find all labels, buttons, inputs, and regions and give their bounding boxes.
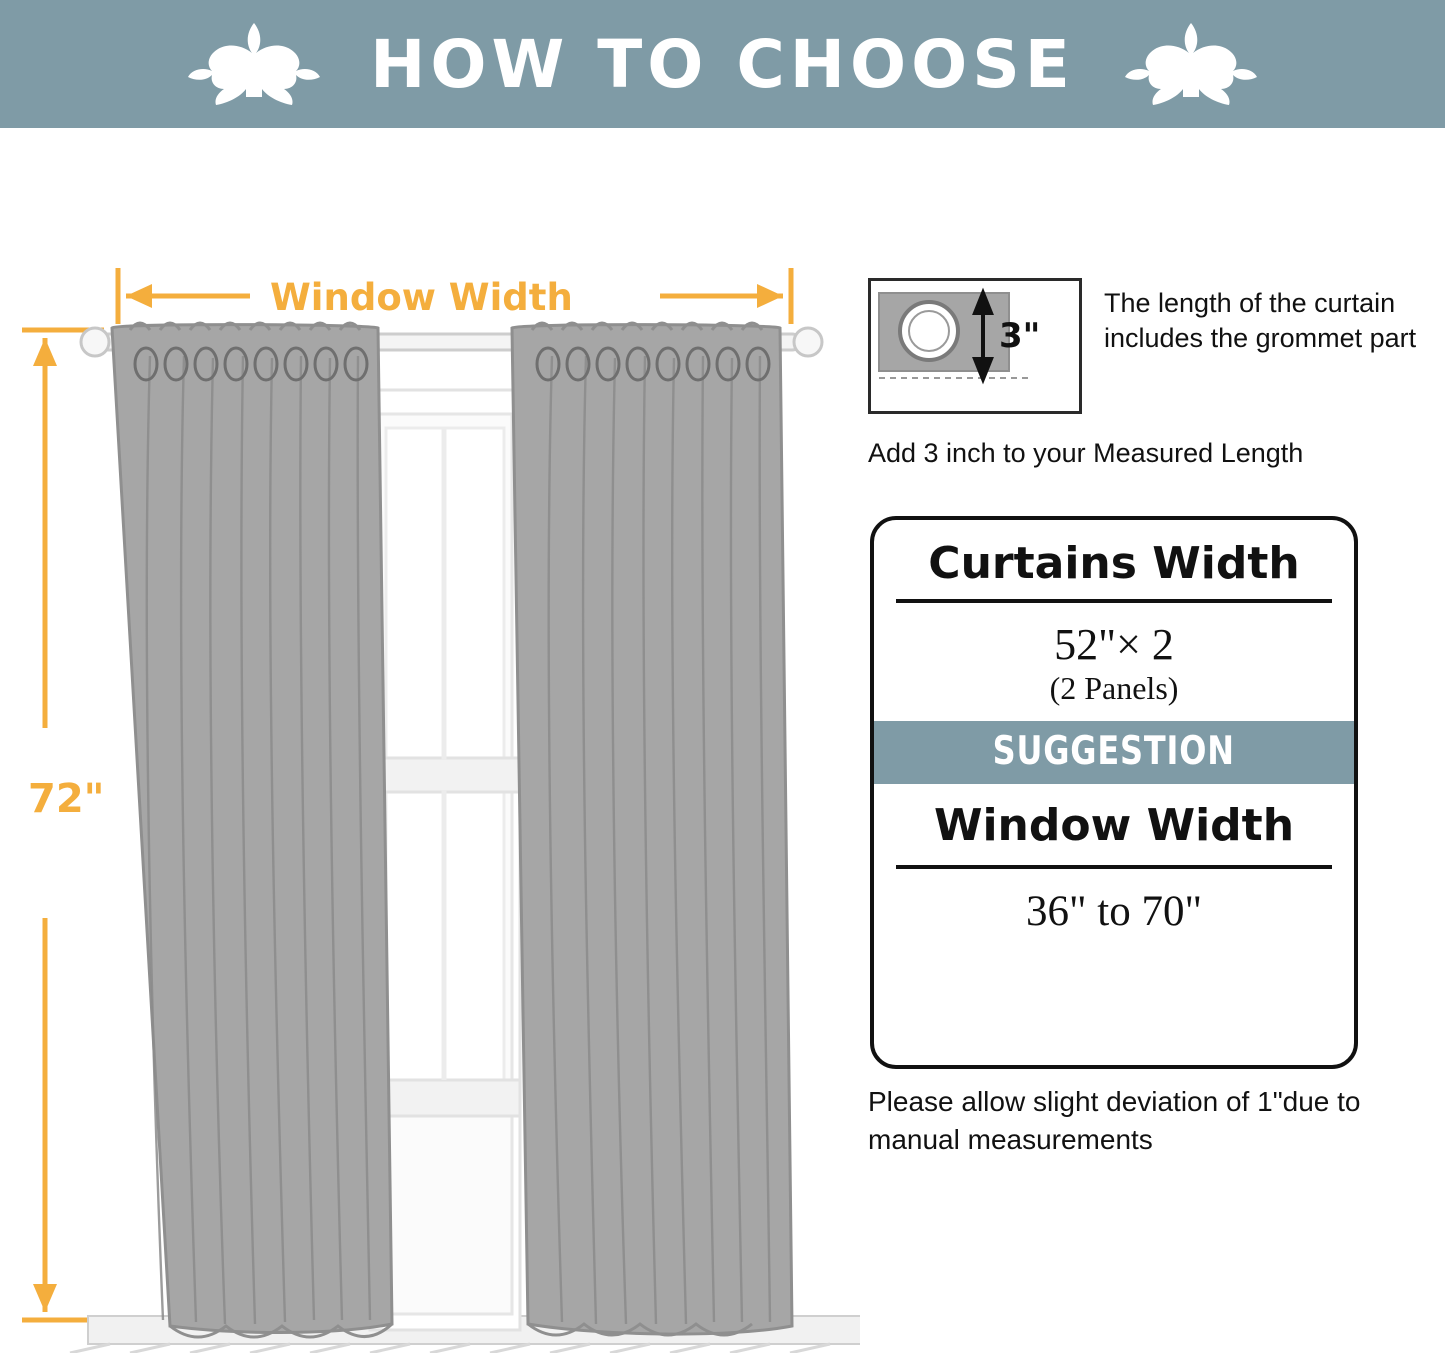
suggestion-label: SUGGESTION: [992, 729, 1236, 774]
curtains-width-title: Curtains Width: [928, 538, 1300, 589]
curtain-height-dimension: [22, 330, 104, 1320]
curtain-illustration: [0, 128, 860, 1353]
curtain-height-label: 72": [28, 776, 105, 822]
header-banner: [0, 0, 1445, 128]
grommet-measure-text: 3": [999, 316, 1041, 356]
window-width-label: Window Width: [270, 276, 573, 319]
window-width-range: 36" to 70": [1025, 888, 1203, 935]
page-title: HOW TO CHOOSE: [370, 25, 1075, 103]
deviation-disclaimer: Please allow slight deviation of 1"due to manual measurements: [868, 1086, 1361, 1155]
add-inch-note: Add 3 inch to your Measured Length: [868, 438, 1304, 468]
fleur-de-lis-icon: [184, 19, 324, 109]
grommet-explainer: [868, 278, 1438, 414]
grommet-note: The length of the curtain includes the grommet part: [1104, 288, 1417, 353]
curtains-width-value: 52"× 2: [1054, 620, 1174, 669]
curtains-width-panels: (2 Panels): [1049, 670, 1179, 706]
grommet-drawing: [871, 281, 1073, 405]
fleur-de-lis-icon: [1121, 19, 1261, 109]
suggestion-card: [870, 516, 1358, 1069]
grommet-diagram: [868, 278, 1082, 414]
left-curtain-panel: [112, 323, 392, 1337]
info-column: [860, 128, 1445, 1353]
right-curtain-panel: [512, 323, 792, 1335]
suggestion-band: [874, 721, 1354, 784]
diagram-stage: [0, 128, 1445, 1353]
window-width-title: Window Width: [933, 800, 1295, 851]
window-frame: [370, 390, 520, 1330]
